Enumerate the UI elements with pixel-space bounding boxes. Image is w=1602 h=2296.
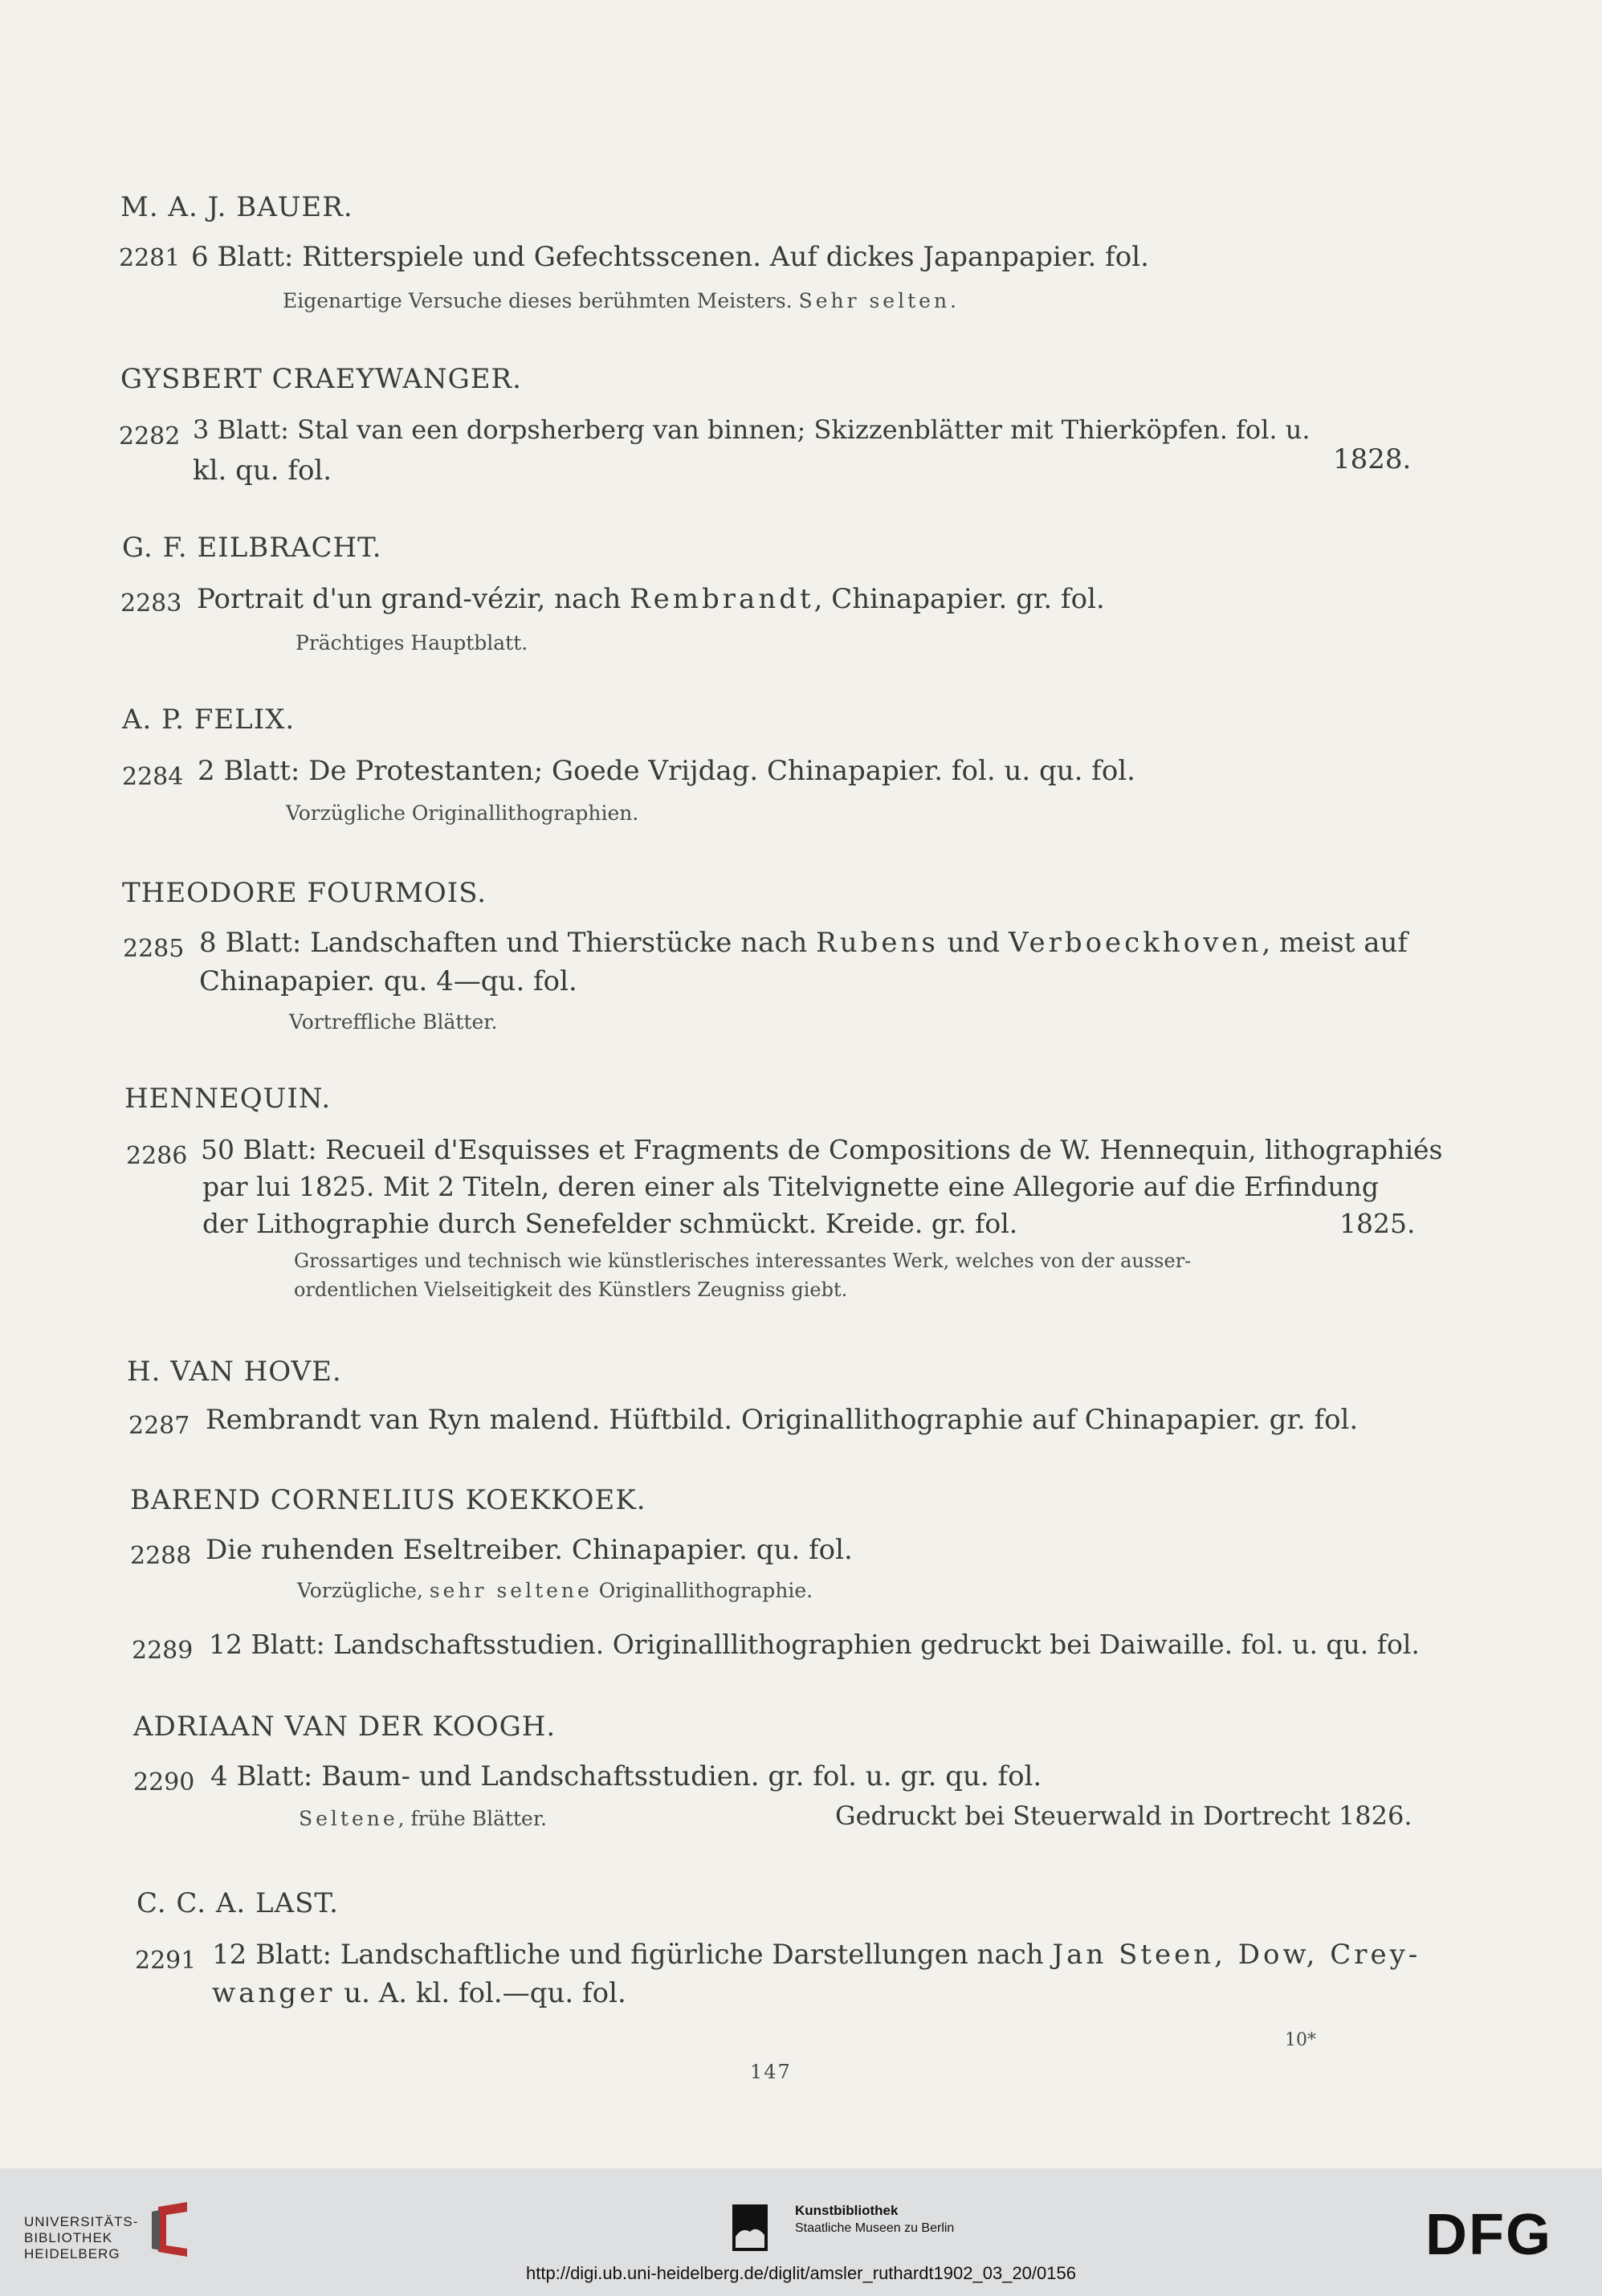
signature-mark: 10* bbox=[1285, 2030, 1316, 2050]
lot-number-2282: 2282 bbox=[119, 422, 181, 451]
lot-2289-text: 12 Blatt: Landschaftsstudien. Originalllithographien gedruckt bei Daiwaille. fol. u. qu. fol. bbox=[209, 1629, 1420, 1660]
lot-2286-text: 50 Blatt: Recueil d'Esquisses et Fragments de Compositions de W. Hennequin, lithographiés bbox=[201, 1134, 1443, 1165]
lot-2288-note: Vorzügliche, sehr seltene Originallithographie. bbox=[297, 1579, 813, 1602]
artist-heading-koekkoek: BAREND CORNELIUS KOEKKOEK. bbox=[130, 1484, 646, 1516]
ub-line-3: HEIDELBERG bbox=[24, 2246, 120, 2261]
lot-2282-text-line2: kl. qu. fol. bbox=[193, 455, 332, 487]
artist-heading-felix: A. P. FELIX. bbox=[122, 703, 296, 736]
artist-heading-craeywanger: GYSBERT CRAEYWANGER. bbox=[120, 363, 522, 395]
lot-number-2286: 2286 bbox=[126, 1142, 188, 1170]
kb-line-2: Staatliche Museen zu Berlin bbox=[795, 2221, 955, 2235]
lot-number-2287: 2287 bbox=[128, 1412, 190, 1440]
lot-2291-text-line2: wanger u. A. kl. fol.—qu. fol. bbox=[212, 1977, 626, 2009]
lot-2286-text-line3: der Lithographie durch Senefelder schmückt. Kreide. gr. fol. bbox=[202, 1208, 1018, 1239]
source-url[interactable]: http://digi.ub.uni-heidelberg.de/diglit/amsler_ruthardt1902_03_20/0156 bbox=[526, 2263, 1076, 2283]
ub-heidelberg-logo-icon bbox=[149, 2200, 197, 2258]
lot-2285-text: 8 Blatt: Landschaften und Thierstücke nach Rubens und Verboeckhoven, meist auf bbox=[199, 927, 1408, 959]
lot-number-2288: 2288 bbox=[130, 1542, 192, 1570]
artist-heading-eilbracht: G. F. EILBRACHT. bbox=[122, 532, 382, 564]
artist-heading-hennequin: HENNEQUIN. bbox=[124, 1083, 332, 1115]
artist-heading-last: C. C. A. LAST. bbox=[137, 1887, 339, 1919]
artist-heading-van-hove: H. VAN HOVE. bbox=[127, 1356, 342, 1388]
lot-2282-text: 3 Blatt: Stal van een dorpsherberg van binnen; Skizzenblätter mit Thierköpfen. fol. u. bbox=[193, 414, 1311, 445]
lot-2282-year: 1828. bbox=[1333, 443, 1412, 475]
lot-number-2283: 2283 bbox=[120, 589, 182, 618]
lot-2285-note: Vortreffliche Blätter. bbox=[289, 1010, 498, 1034]
dfg-logo: DFG bbox=[1425, 2203, 1552, 2267]
lot-2283-note: Prächtiges Hauptblatt. bbox=[296, 631, 528, 655]
artist-heading-koogh: ADRIAAN VAN DER KOOGH. bbox=[133, 1711, 556, 1743]
lot-2290-text: 4 Blatt: Baum- und Landschaftsstudien. gr. fol. u. gr. qu. fol. bbox=[210, 1760, 1042, 1792]
lot-2290-note: Seltene, frühe Blätter. bbox=[299, 1807, 548, 1830]
kunstbibliothek-logo-icon bbox=[732, 2204, 768, 2251]
lot-number-2281: 2281 bbox=[119, 244, 181, 272]
artist-heading-fourmois: THEODORE FOURMOIS. bbox=[122, 877, 487, 909]
lot-number-2291: 2291 bbox=[135, 1947, 197, 1975]
lot-2291-text: 12 Blatt: Landschaftliche und figürliche Darstellungen nach Jan Steen, Dow, Crey- bbox=[212, 1939, 1421, 1971]
lot-2284-text: 2 Blatt: De Protestanten; Goede Vrijdag. Chinapapier. fol. u. qu. fol. bbox=[198, 755, 1135, 787]
kb-line-1: Kunstbibliothek bbox=[795, 2203, 899, 2218]
lot-2283-text: Portrait d'un grand-vézir, nach Rembrandt, Chinapapier. gr. fol. bbox=[197, 583, 1105, 615]
lot-number-2285: 2285 bbox=[123, 935, 185, 963]
lot-2285-text-line2: Chinapapier. qu. 4—qu. fol. bbox=[199, 965, 577, 997]
lot-2287-text: Rembrandt van Ryn malend. Hüftbild. Originallithographie auf Chinapapier. gr. fol. bbox=[206, 1404, 1359, 1436]
lot-number-2289: 2289 bbox=[132, 1637, 194, 1665]
lot-2286-note: Grossartiges und technisch wie künstlerisches interessantes Werk, welches von der ausser- bbox=[294, 1250, 1192, 1272]
lot-2281-text: 6 Blatt: Ritterspiele und Gefechtsscenen. Auf dickes Japanpapier. fol. bbox=[191, 241, 1149, 273]
lot-2284-note: Vorzügliche Originallithographien. bbox=[286, 801, 639, 825]
ub-heidelberg-label bbox=[24, 2214, 138, 2262]
lot-number-2284: 2284 bbox=[122, 763, 184, 791]
lot-2286-year: 1825. bbox=[1339, 1208, 1416, 1239]
kunstbibliothek-label bbox=[795, 2202, 954, 2237]
ub-line-2: BIBLIOTHEK bbox=[24, 2230, 113, 2245]
lot-2281-note: Eigenartige Versuche dieses berühmten Meisters. Sehr selten. bbox=[283, 289, 960, 312]
artist-heading-bauer: M. A. J. BAUER. bbox=[120, 191, 353, 223]
lot-2286-text-line2: par lui 1825. Mit 2 Titeln, deren einer als Titelvignette eine Allegorie auf die Erfindung bbox=[202, 1171, 1380, 1202]
ub-line-1: UNIVERSITÄTS- bbox=[24, 2214, 139, 2229]
lot-2290-printer-note: Gedruckt bei Steuerwald in Dortrecht 1826. bbox=[835, 1801, 1412, 1831]
lot-number-2290: 2290 bbox=[133, 1768, 195, 1796]
page-number: 147 bbox=[750, 2061, 792, 2083]
lot-2288-text: Die ruhenden Eseltreiber. Chinapapier. qu. fol. bbox=[206, 1534, 853, 1566]
lot-2286-note-line2: ordentlichen Vielseitigkeit des Künstlers Zeugniss giebt. bbox=[294, 1279, 848, 1301]
